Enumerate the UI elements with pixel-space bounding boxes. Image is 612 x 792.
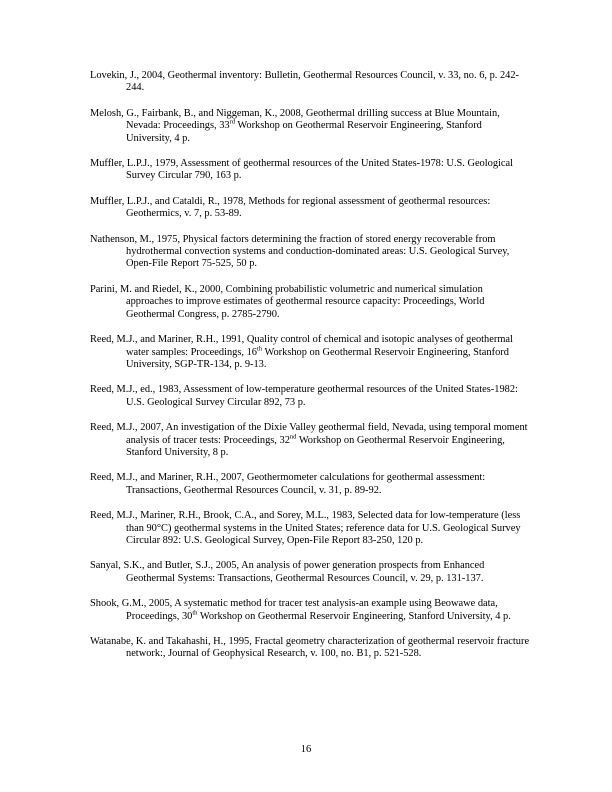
reference-entry (90, 284, 530, 321)
reference-entry (90, 422, 530, 459)
reference-entry (90, 636, 530, 661)
reference-text-continued: Workshop on Geothermal Reservoir Engineering, Stanford University, 4 p. (197, 610, 511, 622)
reference-entry (90, 108, 530, 145)
reference-text: Sanyal, S.K., and Butler, S.J., 2005, An analysis of power generation prospects from Enhanced Geothermal Systems: Transactions, Geothermal Resources Council, v. 29, p. 131-137. (90, 560, 485, 584)
reference-text: Reed, M.J., ed., 1983, Assessment of low-temperature geothermal resources of the United States-1982: U.S. Geological Survey Circular 892, 73 p. (90, 384, 518, 408)
reference-text-continued: Workshop on Geothermal Reservoir Engineering, Stanford University, 8 p. (126, 434, 505, 458)
reference-entry (90, 234, 530, 271)
reference-text: Reed, M.J., and Mariner, R.H., 1991, Quality control of chemical and isotopic analyses of geothermal water samples: Proceedings, 16 (90, 334, 513, 358)
reference-text: Melosh, G., Fairbank, B., and Niggeman, K., 2008, Geothermal drilling success at Blue Mountain, Nevada: Proceedings, 33 (90, 107, 500, 132)
reference-entry (90, 384, 530, 409)
reference-text-continued: Workshop on Geothermal Reservoir Engineering, Stanford University, 4 p. (126, 120, 482, 144)
reference-text: Reed, M.J., Mariner, R.H., Brook, C.A., and Sorey, M.L., 1983, Selected data for low-temperature (less than 90°C) geothermal systems in the United States; reference data for U.S. Geological Survey Circular 892: U.S. Geological Survey, Open-File Report 83-250, 120 p. (90, 510, 521, 546)
reference-superscript: rd (229, 118, 236, 126)
reference-text: Lovekin, J., 2004, Geothermal inventory: Bulletin, Geothermal Resources Council, v. 33, no. 6, p. 242-244. (90, 70, 520, 94)
reference-text: Shook, G.M., 2005, A systematic method for tracer test analysis-an example using Beowawe data, Proceedings, 30 (90, 598, 498, 622)
reference-entry (90, 510, 530, 547)
reference-entry (90, 334, 530, 371)
reference-text: Muffler, L.P.J., 1979, Assessment of geothermal resources of the United States-1978: U.S. Geological Survey Circular 790, 163 p. (90, 158, 514, 182)
reference-entry (90, 196, 530, 221)
reference-superscript: nd (289, 433, 297, 441)
page-number: 16 (300, 744, 312, 755)
reference-entry (90, 472, 530, 497)
reference-text: Watanabe, K. and Takahashi, H., 1995, Fractal geometry characterization of geothermal reservoir fracture network:, Journal of Geophysical Research, v. 100, no. B1, p. 521-528. (90, 636, 530, 660)
reference-entry (90, 560, 530, 585)
reference-text: Reed, M.J., 2007, An investigation of the Dixie Valley geothermal field, Nevada, using temporal moment analysis of tracer tests: Proceedings, 32 (90, 422, 528, 446)
reference-list (90, 70, 530, 674)
reference-superscript: th (192, 609, 198, 617)
reference-text: Parini, M. and Riedel, K., 2000, Combining probabilistic volumetric and numerical simulation approaches to improve estimates of geothermal resource capacity: Proceedings, World Geothermal Congress, p. 2785-2790. (90, 283, 485, 320)
reference-entry (90, 158, 530, 183)
reference-entry (90, 598, 530, 623)
reference-text: Nathenson, M., 1975, Physical factors determining the fraction of stored energy recoverable from hydrothermal convection systems and conduction-dominated areas: U.S. Geological Survey, Open-File Report 75-525, 50 p. (90, 233, 510, 270)
reference-superscript: th (257, 345, 263, 353)
reference-text: Reed, M.J., and Mariner, R.H., 2007, Geothermometer calculations for geothermal assessment: Transactions, Geothermal Resources Council, v. 31, p. 89-92. (90, 472, 486, 496)
reference-entry (90, 70, 530, 95)
reference-text: Muffler, L.P.J., and Cataldi, R., 1978, Methods for regional assessment of geothermal resources: Geothermics, v. 7, p. 53-89. (90, 195, 491, 220)
reference-text-continued: Workshop on Geothermal Reservoir Engineering, Stanford University, SGP-TR-134, p. 9-13. (126, 346, 509, 370)
